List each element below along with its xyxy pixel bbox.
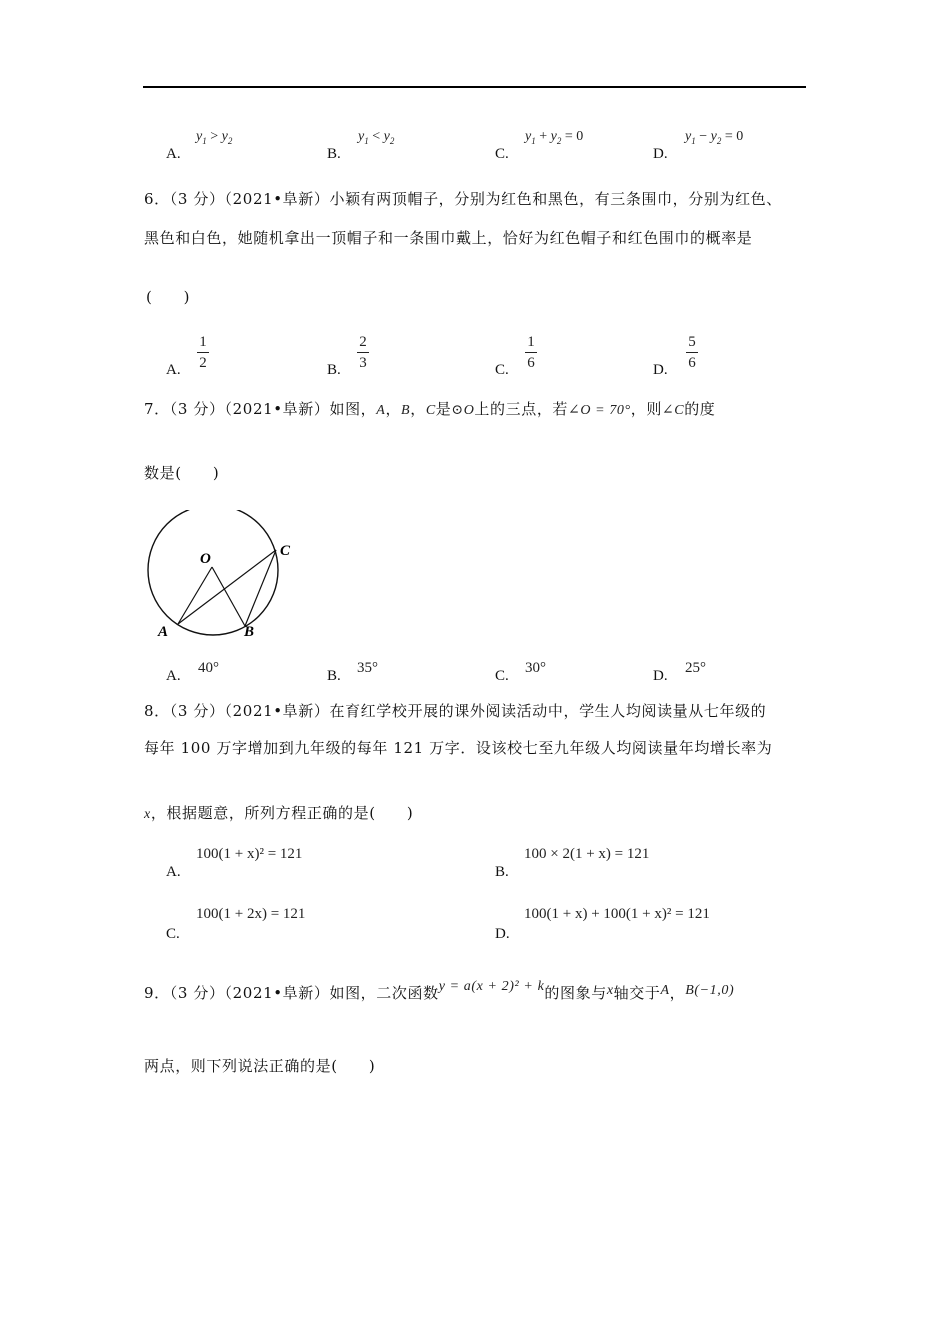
q5-option-c-label: C. <box>495 146 509 162</box>
q6-stem-line1: 6．（3 分）（2021•阜新）小颖有两顶帽子，分别为红色和黑色，有三条围巾，分别为红色、 <box>144 190 782 208</box>
q6-option-b-label: B. <box>327 362 341 378</box>
q6-answer-paren: ( ) <box>146 288 191 306</box>
segment-ao <box>178 567 212 624</box>
q7-option-a-label: A. <box>166 668 181 684</box>
q5-option-a-label: A. <box>166 146 181 162</box>
q6-option-a-label: A. <box>166 362 181 378</box>
q6-option-b-fraction: 2 3 <box>355 334 371 371</box>
q7-option-c-label: C. <box>495 668 509 684</box>
q6-stem-line2: 黑色和白色，她随机拿出一顶帽子和一条围巾戴上，恰好为红色帽子和红色围巾的概率是 <box>144 229 753 247</box>
q7-option-b-value: 35° <box>357 660 378 676</box>
q8-stem-line3: x，根据题意，所列方程正确的是( ) <box>144 804 414 822</box>
q7-option-d-value: 25° <box>685 660 706 676</box>
q8-option-b-label: B. <box>495 864 509 880</box>
q5-option-d-expr: $y_1 - y_2 = 0$ <box>685 129 744 146</box>
q8-option-d-expr: 100(1 + x) + 100(1 + x)² = 121 <box>524 906 710 922</box>
q5-option-c-expr: $y_1 + y_2 = 0$ <box>525 129 584 146</box>
label-c: C <box>280 543 291 559</box>
label-a: A <box>158 624 169 640</box>
q5-option-b-label: B. <box>327 146 341 162</box>
q5-option-d-label: D. <box>653 146 668 162</box>
q7-circle-figure <box>140 510 310 645</box>
q7-option-b-label: B. <box>327 668 341 684</box>
q8-option-a-label: A. <box>166 864 181 880</box>
q7-option-c-value: 30° <box>525 660 546 676</box>
q7-stem-line2: 数是( ) <box>144 464 220 482</box>
label-b: B <box>244 624 255 640</box>
q7-stem-line1: 7．（3 分）（2021•阜新）如图，A，B，C是⊙O上的三点，若∠O = 70°，则∠C的度 <box>144 400 716 418</box>
q9-stem-line1: 9．（3 分）（2021•阜新）如图，二次函数y = a(x + 2)² + k的图象与x轴交于A，B(−1,0) <box>144 979 735 1002</box>
circle-o <box>148 510 278 635</box>
q8-option-d-label: D. <box>495 926 510 942</box>
q8-stem-line1: 8．（3 分）（2021•阜新）在育红学校开展的课外阅读活动中，学生人均阅读量从七年级的 <box>144 702 767 720</box>
q9-stem-line2: 两点，则下列说法正确的是( ) <box>144 1057 376 1075</box>
q5-option-b-expr: $y_1 < y_2$ <box>358 129 395 146</box>
q6-option-d-label: D. <box>653 362 668 378</box>
q6-option-d-fraction: 5 6 <box>684 334 700 371</box>
q8-option-b-expr: 100 × 2(1 + x) = 121 <box>524 846 650 862</box>
q8-option-a-expr: 100(1 + x)² = 121 <box>196 846 303 862</box>
q7-option-d-label: D. <box>653 668 668 684</box>
q5-option-a-expr: $y_1 > y_2$ <box>196 129 233 146</box>
q8-option-c-label: C. <box>166 926 180 942</box>
q8-option-c-expr: 100(1 + 2x) = 121 <box>196 906 306 922</box>
q6-option-a-fraction: 1 2 <box>195 334 211 371</box>
label-o: O <box>200 551 211 567</box>
q7-option-a-value: 40° <box>198 660 219 676</box>
q8-stem-line2: 每年 100 万字增加到九年级的每年 121 万字．设该校七至九年级人均阅读量年均增长率为 <box>144 739 773 757</box>
header-rule <box>143 86 806 88</box>
q6-option-c-label: C. <box>495 362 509 378</box>
segment-ob <box>212 567 245 626</box>
q6-option-c-fraction: 1 6 <box>523 334 539 371</box>
